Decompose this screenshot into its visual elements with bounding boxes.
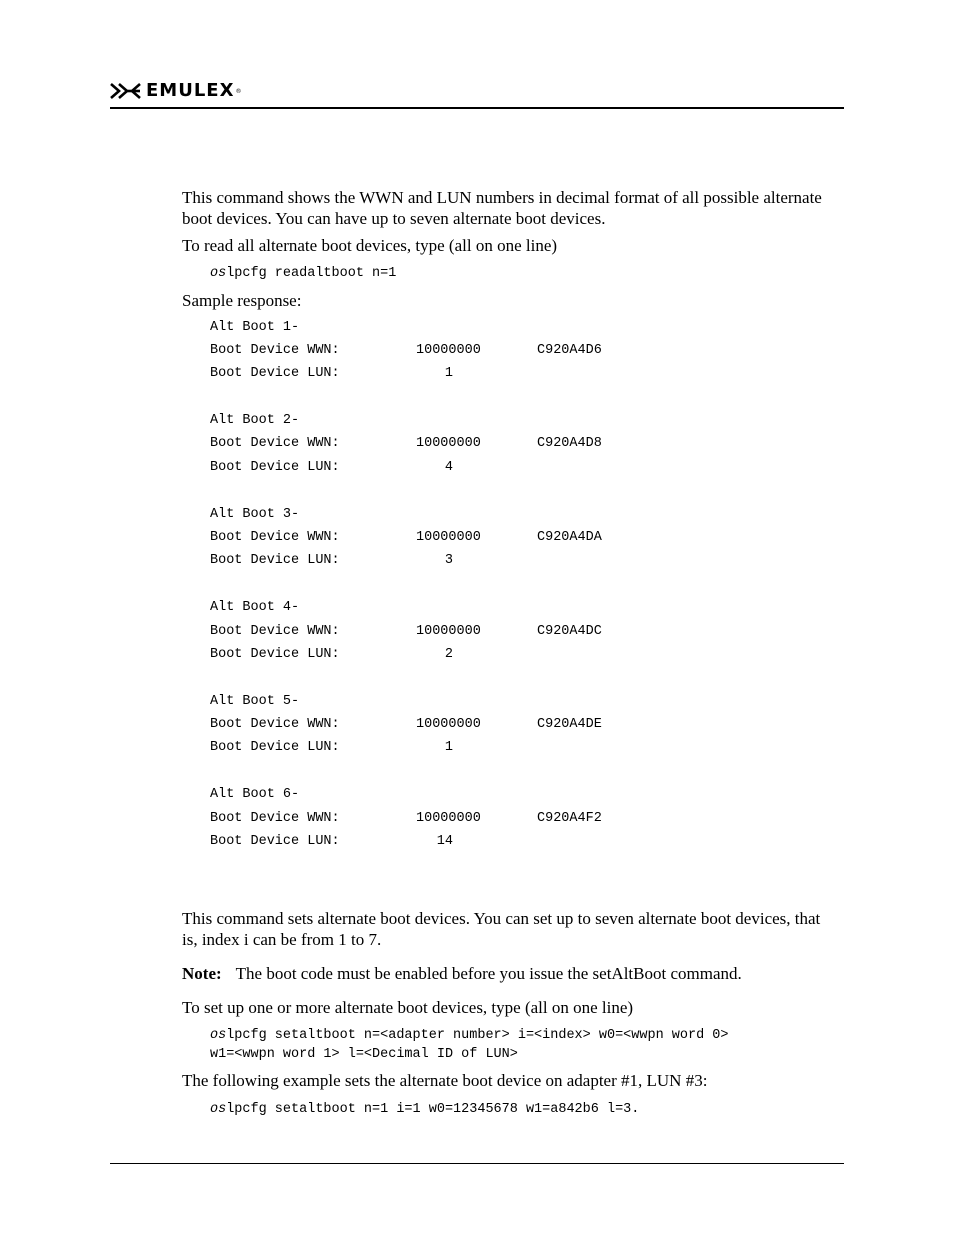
setaltboot-command — [210, 1026, 729, 1064]
setaltboot-instruction: To set up one or more alternate boot devices, type (all on one line) — [182, 998, 634, 1017]
page-header — [110, 78, 844, 110]
note-text: The boot code must be enabled before you issue the setAltBoot command. — [235, 964, 742, 983]
example-intro: The following example sets the alternate boot device on adapter #1, LUN #3: — [182, 1071, 708, 1090]
emulex-mark-icon — [110, 83, 142, 99]
setaltboot-intro: This command sets alternate boot devices. You can set up to seven alternate boot devices, that is, index i can be from 1 to 7. — [182, 909, 821, 949]
command-text-line1: lpcfg setaltboot n=<adapter number> i=<index> w0=<wwpn word 0> — [226, 1028, 729, 1043]
readaltboot-intro: This command shows the WWN and LUN numbers in decimal format of all possible alternate boot devices. You can have up to seven alternate boot devices. — [182, 188, 822, 228]
os-prefix: os — [210, 1102, 227, 1117]
os-prefix: os — [210, 266, 227, 281]
emulex-logo — [110, 80, 241, 102]
footer-rule — [110, 1163, 844, 1164]
command-text: lpcfg readaltboot n=1 — [226, 266, 397, 281]
example-command-text: lpcfg setaltboot n=1 i=1 w0=12345678 w1=a842b6 l=3. — [226, 1102, 640, 1117]
command-text-line2: w1=<wwpn word 1> l=<Decimal ID of LUN> — [210, 1047, 518, 1062]
brand-name: EMULEX — [146, 80, 235, 101]
os-prefix: os — [210, 1028, 227, 1043]
readaltboot-command — [210, 264, 396, 283]
note-label: Note: — [182, 964, 222, 983]
header-rule — [110, 107, 844, 109]
example-command — [210, 1100, 639, 1119]
sample-response-label: Sample response: — [182, 291, 302, 310]
trademark-symbol: ® — [235, 87, 242, 95]
note — [182, 963, 832, 984]
readaltboot-instruction: To read all alternate boot devices, type (all on one line) — [182, 236, 558, 255]
